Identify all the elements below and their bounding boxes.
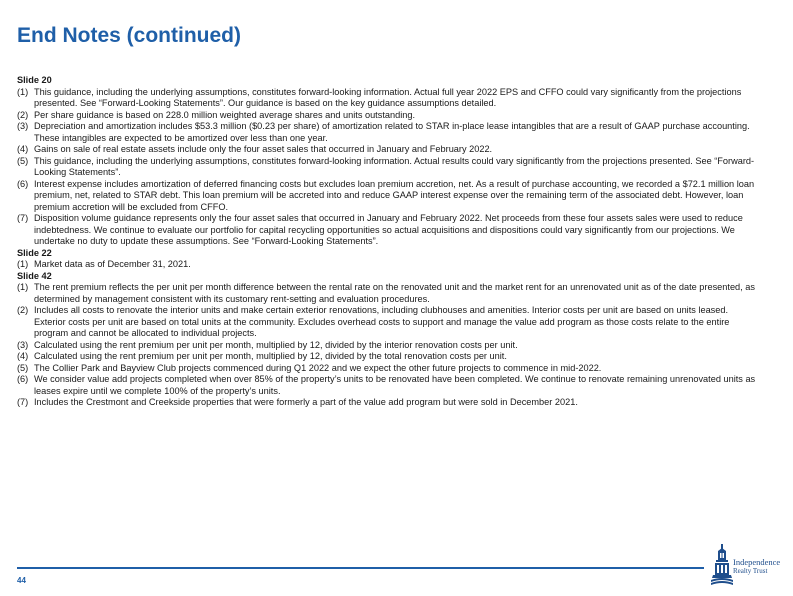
end-note	[17, 121, 762, 144]
end-note	[17, 340, 762, 352]
note-text: Includes all costs to renovate the interior units and make certain exterior renovations, including clubhouses and amenities. Interior costs per unit are based on units leased. Exterior costs per unit are based on total units at the community. Excludes overhead costs to support and manage the value add program as those costs relate to the entire program and cannot be allocated to individual projects.	[34, 305, 730, 338]
note-text: Gains on sale of real estate assets include only the four asset sales that occurred in January and February 2022.	[34, 144, 493, 154]
note-number: (3)	[17, 121, 29, 131]
footer-divider	[17, 567, 704, 569]
logo-line2: Realty Trust	[733, 567, 768, 575]
note-number: (7)	[17, 213, 29, 223]
note-number: (1)	[17, 86, 29, 97]
building-icon	[711, 542, 733, 586]
note-text: Market data as of December 31, 2021.	[34, 259, 191, 269]
note-text: Interest expense includes amortization of deferred financing costs but excludes loan premium accretion, net. As a result of purchase accounting, we recorded a $72.1 million loan premium, net, related to STAR debt. This loan premium will be accreted into and reduce GAAP interest expense over the remaining term of the associated debt. However, loan premium accretion will be excluded from CFFO.	[34, 178, 755, 212]
note-text: This guidance, including the underlying assumptions, constitutes forward-looking information. Actual full year 2022 EPS and CFFO could vary significantly from the projections presented. See “Forward-Looking Statements”. Our guidance is based on the key guidance assumptions detailed.	[34, 86, 742, 108]
slide-heading: Slide 42	[17, 270, 52, 281]
page-number: 44	[17, 576, 26, 585]
end-note	[17, 259, 762, 271]
note-text: Calculated using the rent premium per unit per month, multiplied by 12, divided by the interior renovation costs per unit.	[34, 339, 518, 350]
note-text: We consider value add projects completed when over 85% of the property’s units to be renovated have been completed. We continue to renovate remaining unrenovated units as leases expire until we complete 100% of the property’s units.	[34, 374, 756, 396]
slide-heading: Slide 22	[17, 247, 52, 258]
note-number: (4)	[17, 351, 29, 361]
end-note	[17, 110, 762, 122]
note-number: (6)	[17, 374, 29, 384]
note-number: (4)	[17, 144, 29, 154]
page-title: End Notes (continued)	[17, 24, 241, 47]
note-text: Depreciation and amortization includes $53.3 million ($0.23 per share) of amortization related to STAR in-place lease intangibles that are a result of GAAP purchase accounting. These intangibles are expected to be amortized over less than one year.	[34, 121, 750, 143]
note-text: Per share guidance is based on 228.0 million weighted average shares and units outstanding.	[34, 109, 416, 120]
slide-heading: Slide 20	[17, 75, 52, 85]
note-number: (5)	[17, 155, 29, 166]
end-note	[17, 305, 762, 340]
note-text: Disposition volume guidance represents only the four asset sales that occurred in January and February 2022. Net proceeds from these four assets sales were used to reduce indebtedness. We continue to evaluate our portfolio for capital recycling opportunities so actual acquisitions and dispositions could vary significantly from our projections. We undertake no duty to update these assumptions. See “Forward-Looking Statements”.	[34, 213, 743, 246]
note-text: The Collier Park and Bayview Club projects commenced during Q1 2022 and we expect the other future projects to commence in mid-2022.	[34, 362, 602, 373]
note-text: Calculated using the rent premium per unit per month, multiplied by 12, divided by the total renovation costs per unit.	[34, 351, 507, 361]
note-number: (7)	[17, 397, 29, 407]
end-note	[17, 374, 762, 397]
end-note	[17, 213, 762, 248]
note-text: The rent premium reflects the per unit per month difference between the rental rate on the renovated unit and the market rent for an unrenovated unit as of the date presented, as determined by management consistent with its customary rent-setting and evaluation procedures.	[34, 282, 755, 304]
logo-line1: Independence	[733, 557, 781, 567]
end-note	[17, 351, 762, 363]
note-text: This guidance, including the underlying assumptions, constitutes forward-looking information. Actual results could vary significantly from the projections presented. See “Forward-Looking Statements”.	[34, 155, 755, 177]
end-note	[17, 144, 762, 156]
note-number: (3)	[17, 339, 29, 350]
company-logo	[711, 542, 791, 586]
note-number: (1)	[17, 259, 29, 269]
end-note	[17, 363, 762, 375]
note-number: (5)	[17, 362, 29, 373]
note-number: (2)	[17, 109, 29, 120]
end-note	[17, 87, 762, 110]
note-number: (1)	[17, 282, 29, 292]
note-number: (6)	[17, 178, 29, 189]
note-text: Includes the Crestmont and Creekside properties that were formerly a part of the value add program but were sold in December 2021.	[34, 397, 578, 407]
end-note	[17, 179, 762, 214]
end-notes-content	[17, 75, 762, 409]
end-note	[17, 156, 762, 179]
note-number: (2)	[17, 305, 29, 315]
end-note	[17, 282, 762, 305]
end-note	[17, 397, 762, 409]
